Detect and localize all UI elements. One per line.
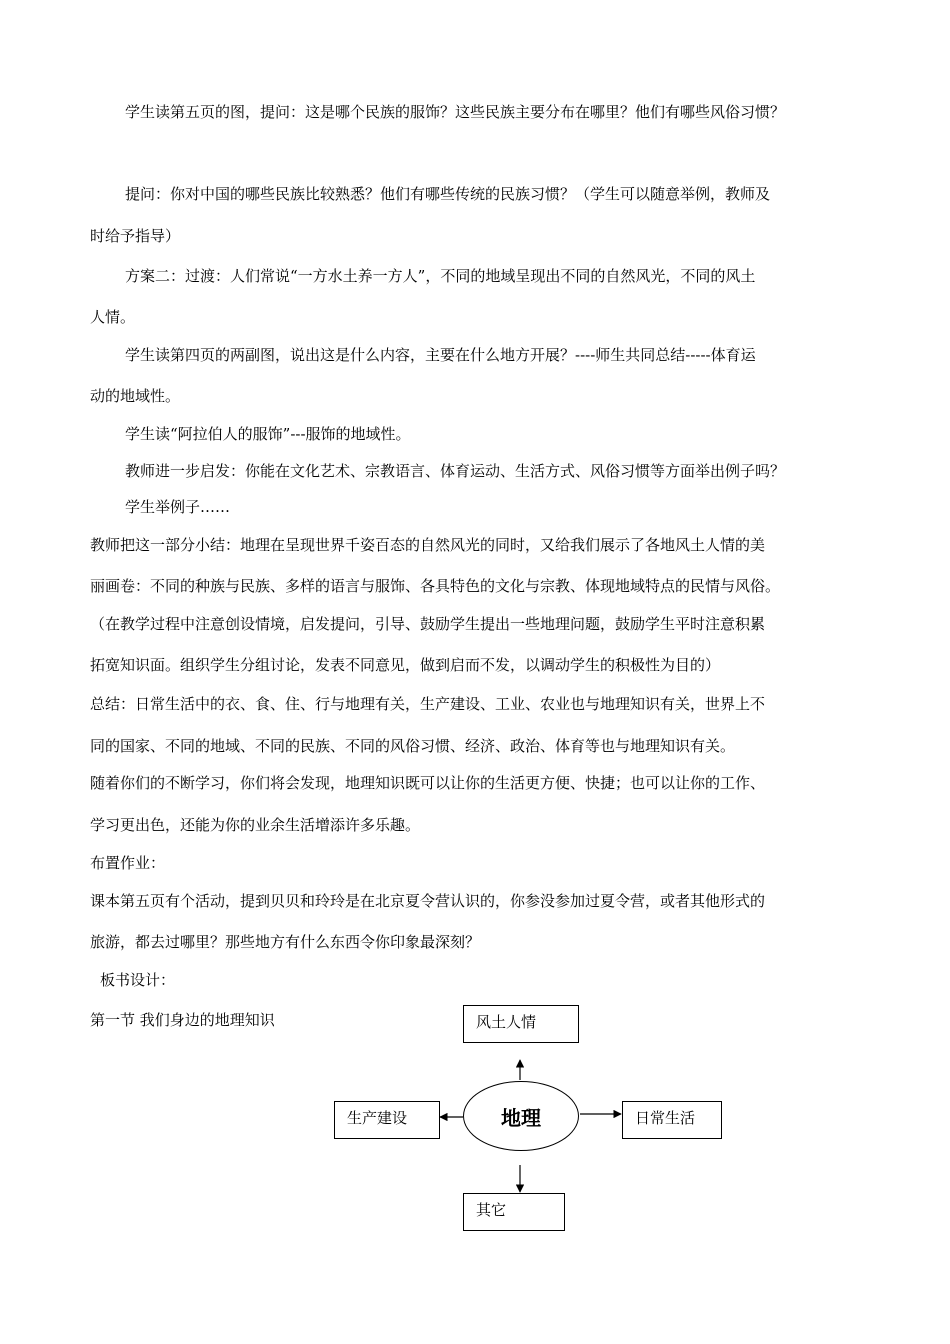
paragraph-line: 学生读第四页的两副图，说出这是什么内容，主要在什么地方开展？----师生共同总结-----体育运 <box>125 346 756 364</box>
section-heading: 第一节 我们身边的地理知识 <box>90 1011 275 1029</box>
diagram-box-top: 风土人情 <box>463 1005 579 1043</box>
paragraph-line: 布置作业： <box>90 854 166 872</box>
paragraph-line: 动的地域性。 <box>90 387 181 405</box>
paragraph-line: 教师把这一部分小结：地理在呈现世界千姿百态的自然风光的同时，又给我们展示了各地风土人情的美 <box>90 536 766 554</box>
diagram-box-right: 日常生活 <box>622 1101 722 1139</box>
paragraph-line: 学生读第五页的图，提问：这是哪个民族的服饰？这些民族主要分布在哪里？他们有哪些风俗习惯？ <box>125 103 786 121</box>
diagram-box-left: 生产建设 <box>334 1101 440 1139</box>
paragraph-line: 拓宽知识面。组织学生分组讨论，发表不同意见，做到启而不发，以调动学生的积极性为目的） <box>90 656 721 674</box>
paragraph-line: 旅游，都去过哪里？那些地方有什么东西令你印象最深刻？ <box>90 933 481 951</box>
paragraph-line: 学生举例子…… <box>125 498 231 516</box>
paragraph-line: 板书设计： <box>100 971 176 989</box>
paragraph-line: 学习更出色，还能为你的业余生活增添许多乐趣。 <box>90 816 421 834</box>
diagram-center-label: 地理 <box>501 1105 541 1130</box>
paragraph-line: 教师进一步启发：你能在文化艺术、宗教语言、体育运动、生活方式、风俗习惯等方面举出例子吗？ <box>125 462 786 480</box>
paragraph-line: 提问：你对中国的哪些民族比较熟悉？他们有哪些传统的民族习惯？（学生可以随意举例，教师及 <box>125 185 771 203</box>
paragraph-line: 人情。 <box>90 308 136 326</box>
paragraph-line: 时给予指导） <box>90 227 181 245</box>
paragraph-line: 随着你们的不断学习，你们将会发现，地理知识既可以让你的生活更方便、快捷；也可以让你的工作、 <box>90 774 766 792</box>
paragraph-line: 同的国家、不同的地域、不同的民族、不同的风俗习惯、经济、政治、体育等也与地理知识有关。 <box>90 737 736 755</box>
paragraph-line: 方案二：过渡：人们常说“一方水土养一方人”，不同的地域呈现出不同的自然风光，不同的风土 <box>125 267 756 285</box>
paragraph-line: 课本第五页有个活动，提到贝贝和玲玲是在北京夏令营认识的，你参没参加过夏令营，或者其他形式的 <box>90 892 766 910</box>
diagram-box-bottom: 其它 <box>463 1193 565 1231</box>
paragraph-line: 丽画卷：不同的种族与民族、多样的语言与服饰、各具特色的文化与宗教、体现地域特点的民情与风俗。 <box>90 577 781 595</box>
paragraph-line: 总结：日常生活中的衣、食、住、行与地理有关，生产建设、工业、农业也与地理知识有关，世界上不 <box>90 695 766 713</box>
diagram-center-ellipse <box>463 1081 579 1151</box>
paragraph-line: 学生读“阿拉伯人的服饰”---服饰的地域性。 <box>125 425 411 443</box>
paragraph-line: （在教学过程中注意创设情境，启发提问，引导、鼓励学生提出一些地理问题，鼓励学生平时注意积累 <box>90 615 766 633</box>
